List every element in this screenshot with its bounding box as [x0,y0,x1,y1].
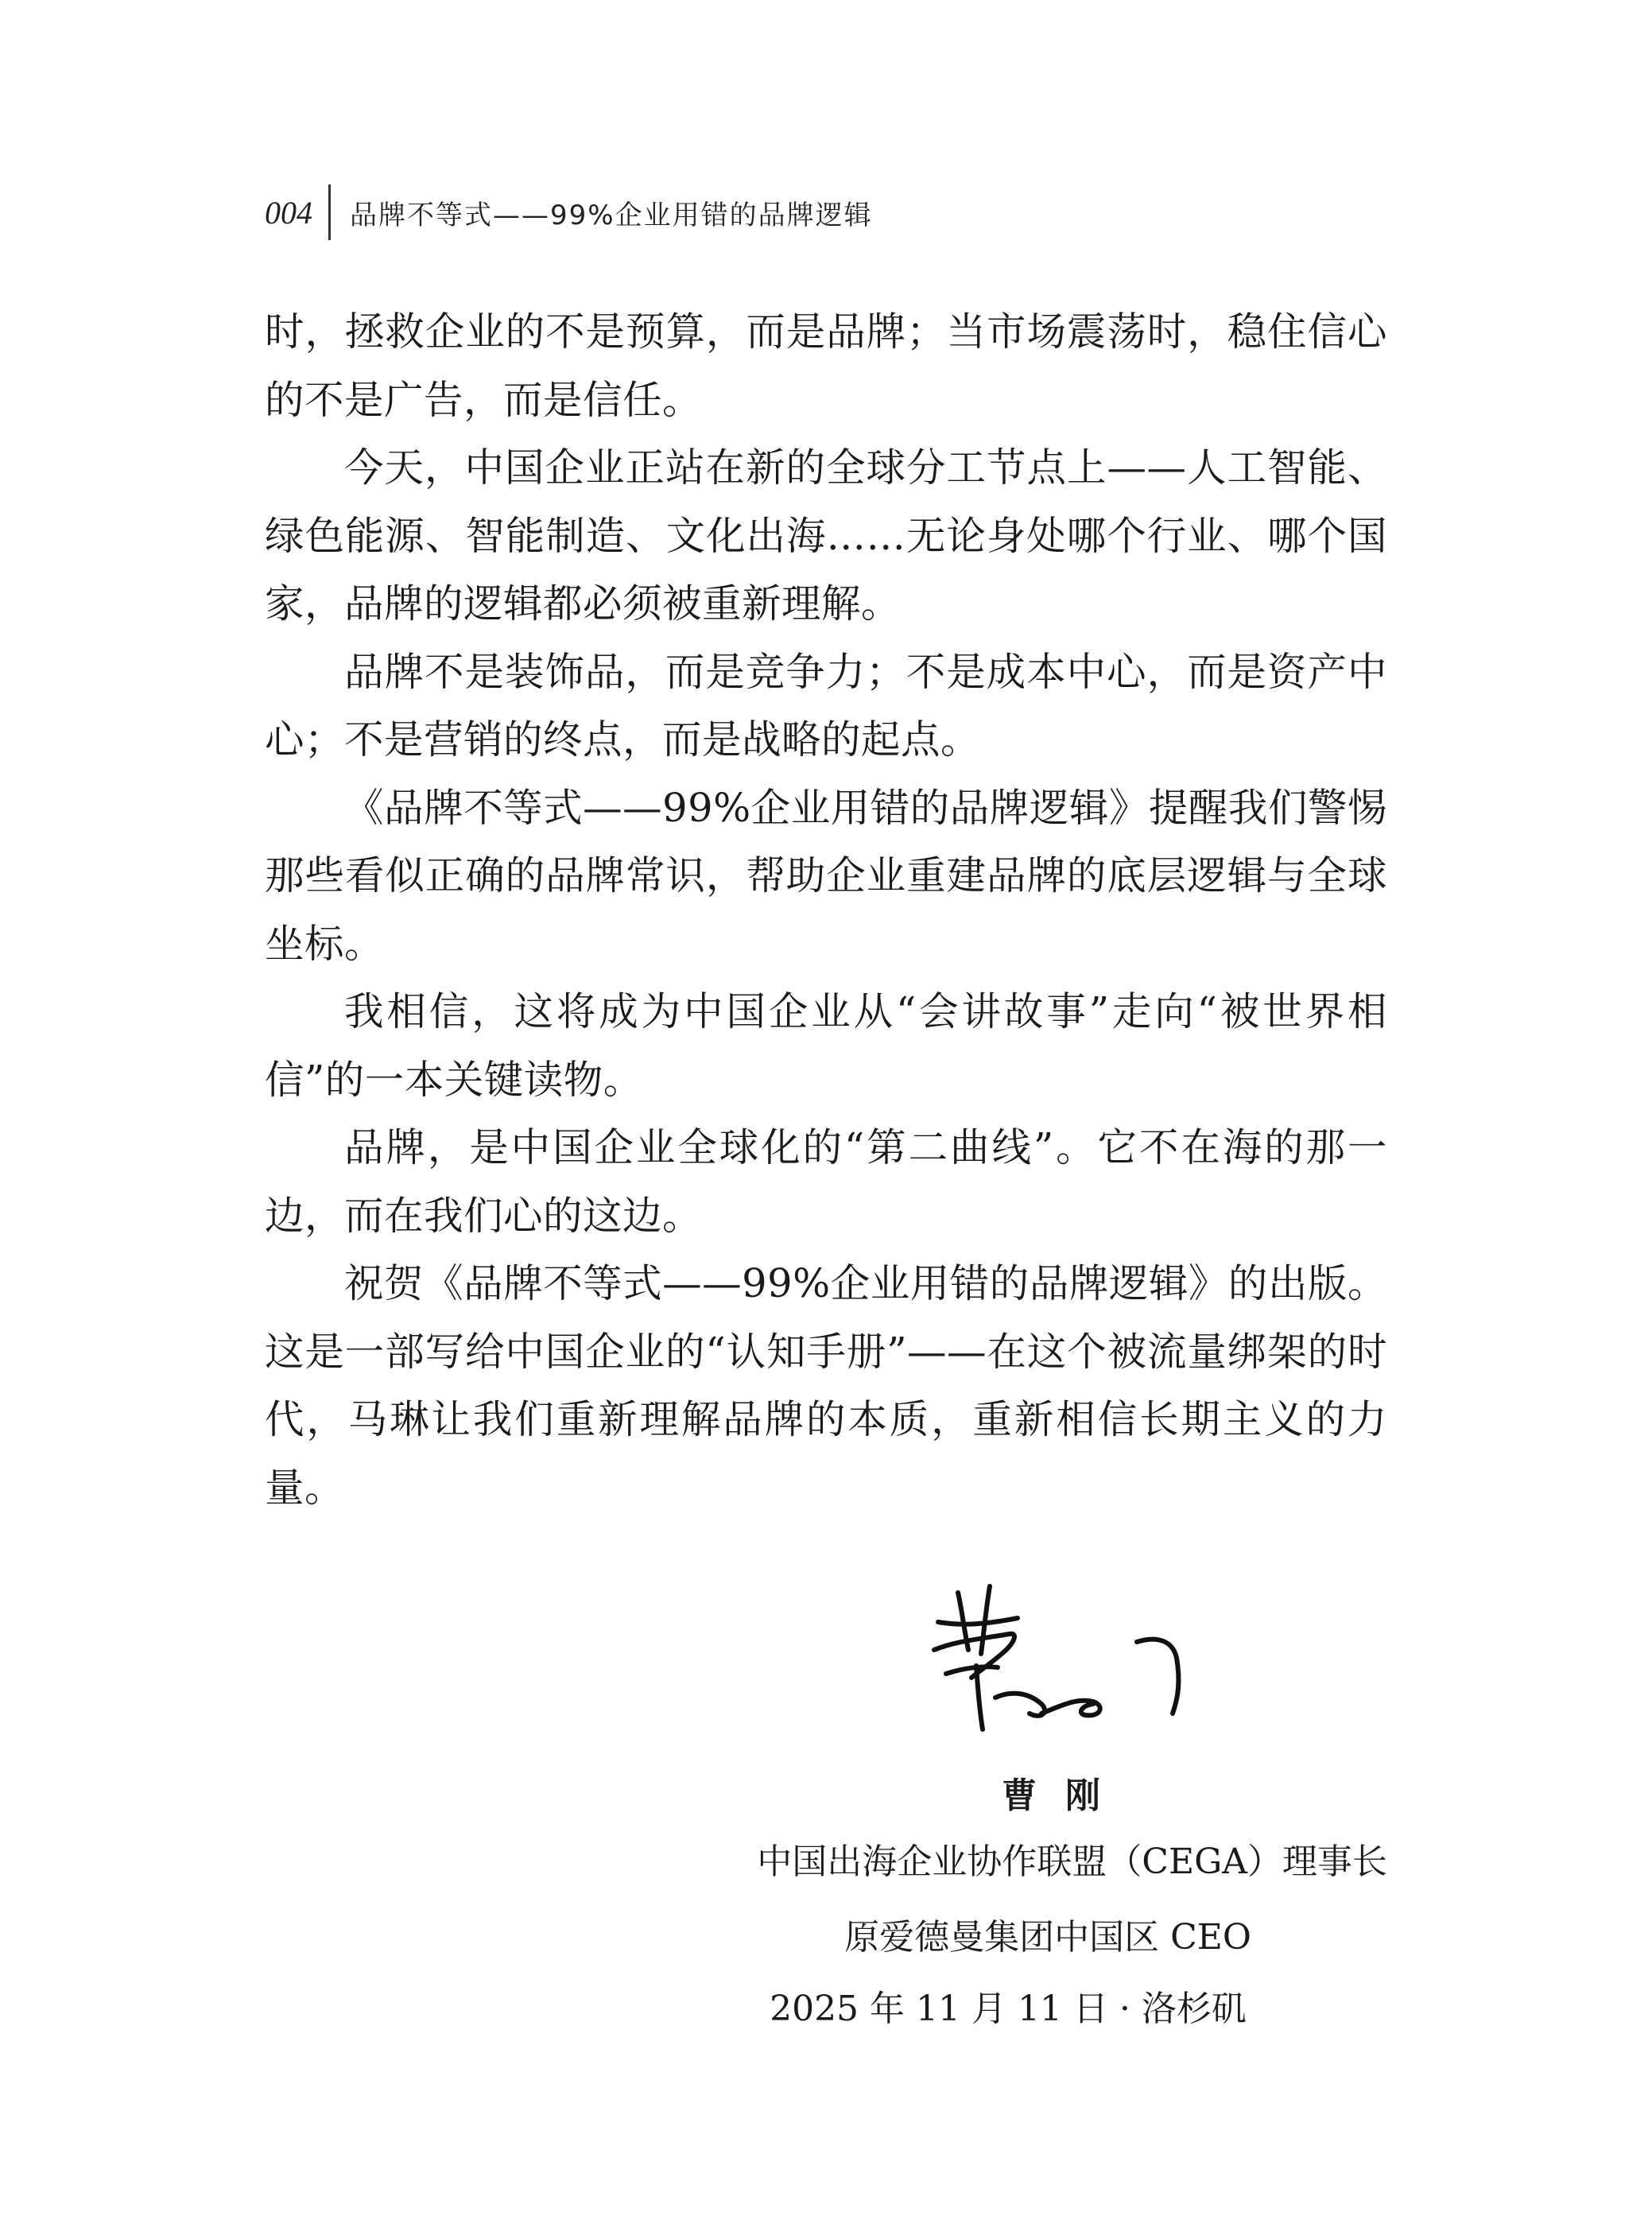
paragraph: 品牌，是中国企业全球化的“第二曲线”。它不在海的那一边，而在我们心的这边。 [265,1124,1387,1239]
running-title: 品牌不等式——99%企业用错的品牌逻辑 [350,199,873,231]
page-number: 004 [265,194,312,231]
author-title: 中国出海企业协作联盟（CEGA）理事长 [757,1841,1387,1882]
body-text [265,298,1387,1522]
date-place: 2025 年 11 月 11 日 · 洛杉矶 [770,1989,1247,2029]
paragraph: 《品牌不等式——99%企业用错的品牌逻辑》提醒我们警惕那些看似正确的品牌常识，帮助企业重建品牌的底层逻辑与全球坐标。 [265,784,1387,967]
page-header [265,184,873,240]
author-former-role: 原爱德曼集团中国区 CEO [844,1917,1251,1958]
paragraph: 今天，中国企业正站在新的全球分工节点上——人工智能、绿色能源、智能制造、文化出海……无论身处哪个行业、哪个国家，品牌的逻辑都必须被重新理解。 [265,444,1387,627]
author-name: 曹刚 [1002,1776,1129,1816]
paragraph: 祝贺《品牌不等式——99%企业用错的品牌逻辑》的出版。这是一部写给中国企业的“认知手册”——在这个被流量绑架的时代，马琳让我们重新理解品牌的本质，重新相信长期主义的力量。 [265,1260,1387,1511]
handwritten-signature [922,1578,1224,1737]
header-divider [328,184,331,240]
paragraph: 我相信，这将成为中国企业从“会讲故事”走向“被世界相信”的一本关键读物。 [265,988,1387,1103]
paragraph: 时，拯救企业的不是预算，而是品牌；当市场震荡时，稳住信心的不是广告，而是信任。 [265,309,1387,423]
paragraph: 品牌不是装饰品，而是竞争力；不是成本中心，而是资产中心；不是营销的终点，而是战略的起点。 [265,648,1387,763]
